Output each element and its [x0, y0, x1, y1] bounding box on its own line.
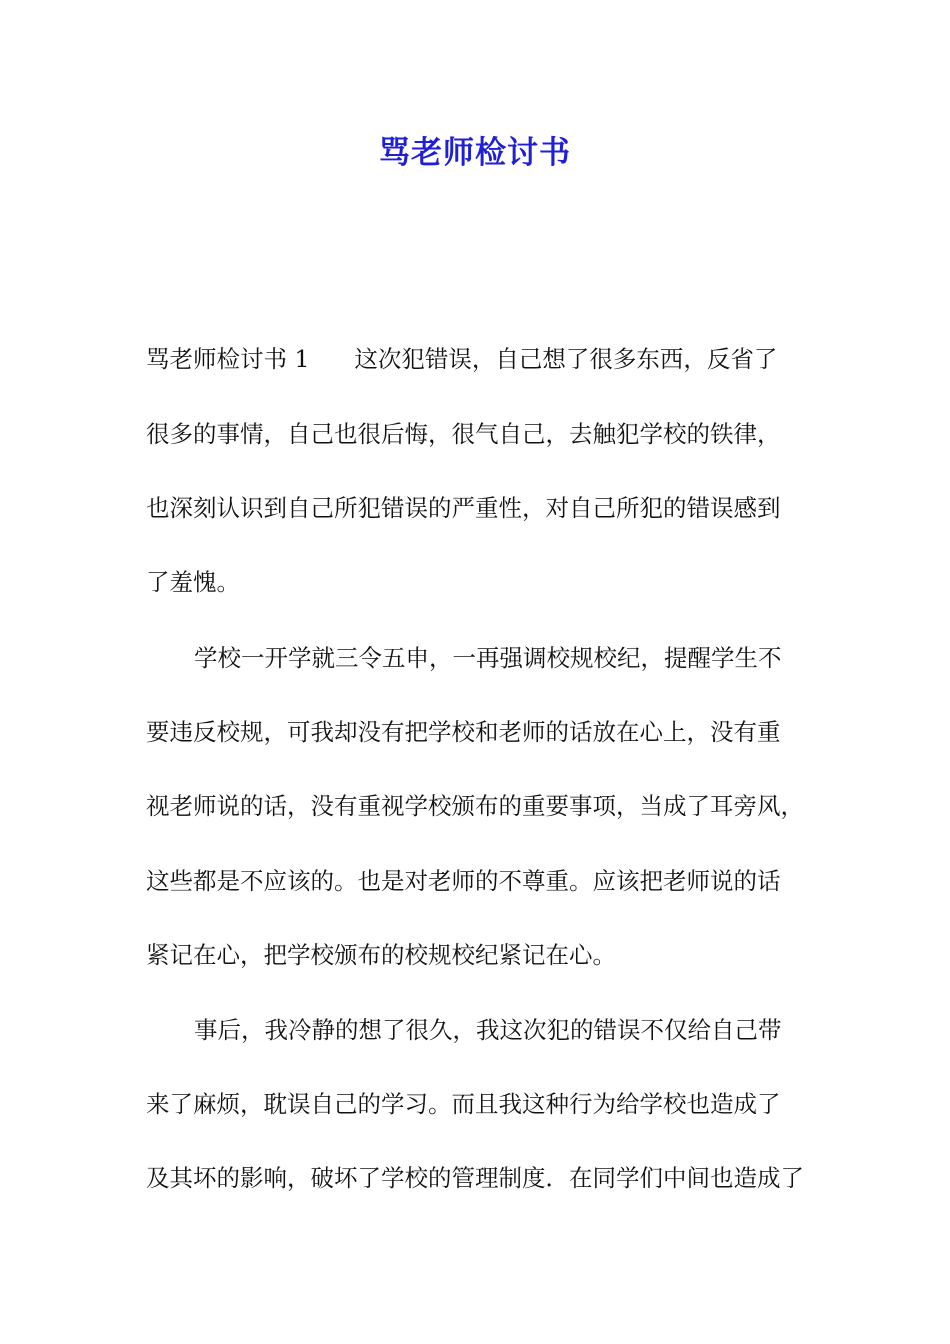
paragraph-line-6: 要违反校规，可我却没有把学校和老师的话放在心上，没有重 — [146, 718, 781, 746]
paragraph-text: 这次犯错误，自己想了很多东西，反省了 — [354, 345, 778, 373]
paragraph-line-7: 视老师说的话，没有重视学校颁布的重要事项，当成了耳旁风， — [146, 792, 804, 820]
document-title: 骂老师检讨书 — [379, 135, 571, 171]
paragraph-line-10: 事后，我冷静的想了很久，我这次犯的错误不仅给自己带 — [194, 1016, 782, 1044]
paragraph-line-8: 这些都是不应该的。也是对老师的不尊重。应该把老师说的话 — [146, 867, 781, 895]
paragraph-line-11: 来了麻烦，耽误自己的学习。而且我这种行为给学校也造成了 — [146, 1090, 781, 1118]
paragraph-line-2: 很多的事情，自己也很后悔，很气自己，去触犯学校的铁律， — [146, 420, 781, 448]
paragraph-line-4: 了羞愧。 — [146, 568, 240, 596]
paragraph-line-12: 及其坏的影响，破坏了学校的管理制度．在同学们中间也造成了 — [146, 1164, 804, 1192]
paragraph-line-5: 学校一开学就三令五申，一再强调校规校纪，提醒学生不 — [194, 644, 782, 672]
paragraph-line-1 — [146, 344, 777, 374]
paragraph-line-3: 也深刻认识到自己所犯错误的严重性，对自己所犯的错误感到 — [146, 494, 781, 522]
paragraph-line-9: 紧记在心，把学校颁布的校规校纪紧记在心。 — [146, 941, 616, 969]
document-heading: 骂老师检讨书 1 — [146, 345, 310, 373]
